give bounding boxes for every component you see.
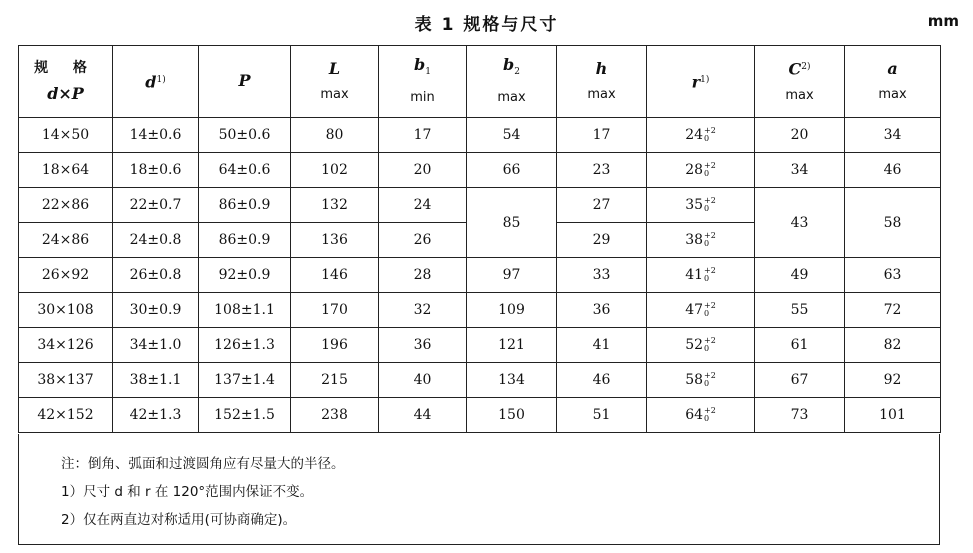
cell-spec: 22×86 xyxy=(19,188,113,223)
cell-b2: 54 xyxy=(467,118,557,153)
cell-b2: 121 xyxy=(467,328,557,363)
cell-C: 55 xyxy=(755,293,845,328)
cell-L: 80 xyxy=(291,118,379,153)
cell-spec: 14×50 xyxy=(19,118,113,153)
cell-b1: 44 xyxy=(379,398,467,433)
cell-d: 14±0.6 xyxy=(113,118,199,153)
tolerance-stack: +2 0 xyxy=(704,231,716,248)
cell-b1: 40 xyxy=(379,363,467,398)
table-row xyxy=(19,153,941,188)
cell-r: 47 +2 0 xyxy=(647,293,755,328)
cell-b2: 134 xyxy=(467,363,557,398)
cell-b2: 97 xyxy=(467,258,557,293)
header-r: $r^{1)}$ xyxy=(647,46,755,118)
table-row xyxy=(19,398,941,433)
table-title: 表 1 规格与尺寸 xyxy=(414,15,559,35)
cell-d: 22±0.7 xyxy=(113,188,199,223)
cell-a: 58 xyxy=(845,188,941,258)
cell-L: 136 xyxy=(291,223,379,258)
tolerance-stack: +2 0 xyxy=(704,336,716,353)
cell-h: 46 xyxy=(557,363,647,398)
notes-box xyxy=(18,434,940,545)
cell-P: 137±1.4 xyxy=(199,363,291,398)
table-row xyxy=(19,293,941,328)
cell-r: 58 +2 0 xyxy=(647,363,755,398)
cell-a: 72 xyxy=(845,293,941,328)
header-b2: $b_2$ max xyxy=(467,46,557,118)
cell-d: 42±1.3 xyxy=(113,398,199,433)
cell-a: 82 xyxy=(845,328,941,363)
cell-d: 24±0.8 xyxy=(113,223,199,258)
cell-d: 18±0.6 xyxy=(113,153,199,188)
cell-C: 43 xyxy=(755,188,845,258)
cell-h: 51 xyxy=(557,398,647,433)
header-P: P xyxy=(199,46,291,118)
cell-P: 50±0.6 xyxy=(199,118,291,153)
cell-b1: 17 xyxy=(379,118,467,153)
cell-C: 20 xyxy=(755,118,845,153)
cell-a: 34 xyxy=(845,118,941,153)
cell-b1: 28 xyxy=(379,258,467,293)
cell-h: 23 xyxy=(557,153,647,188)
header-a: a max xyxy=(845,46,941,118)
cell-P: 86±0.9 xyxy=(199,188,291,223)
cell-L: 196 xyxy=(291,328,379,363)
cell-r: 52 +2 0 xyxy=(647,328,755,363)
cell-L: 102 xyxy=(291,153,379,188)
cell-L: 132 xyxy=(291,188,379,223)
cell-P: 64±0.6 xyxy=(199,153,291,188)
cell-P: 152±1.5 xyxy=(199,398,291,433)
note-1: 1）尺寸 d 和 r 在 120°范围内保证不变。 xyxy=(61,484,314,500)
note-general: 注：倒角、弧面和过渡圆角应有尽量大的半径。 xyxy=(61,456,345,472)
cell-a: 63 xyxy=(845,258,941,293)
table-row xyxy=(19,118,941,153)
cell-d: 38±1.1 xyxy=(113,363,199,398)
header-L: L max xyxy=(291,46,379,118)
cell-r: 38 +2 0 xyxy=(647,223,755,258)
cell-P: 108±1.1 xyxy=(199,293,291,328)
cell-spec: 26×92 xyxy=(19,258,113,293)
unit-label: mm xyxy=(927,12,959,30)
cell-r: 35 +2 0 xyxy=(647,188,755,223)
cell-L: 146 xyxy=(291,258,379,293)
cell-h: 17 xyxy=(557,118,647,153)
cell-r: 41 +2 0 xyxy=(647,258,755,293)
cell-r: 24 +2 0 xyxy=(647,118,755,153)
table-body xyxy=(19,118,941,433)
cell-h: 41 xyxy=(557,328,647,363)
tolerance-stack: +2 0 xyxy=(704,301,716,318)
cell-spec: 42×152 xyxy=(19,398,113,433)
header-C: $C^{2)}$ max xyxy=(755,46,845,118)
cell-h: 33 xyxy=(557,258,647,293)
cell-a: 46 xyxy=(845,153,941,188)
header-d: $d^{1)}$ xyxy=(113,46,199,118)
cell-spec: 34×126 xyxy=(19,328,113,363)
cell-P: 92±0.9 xyxy=(199,258,291,293)
cell-d: 34±1.0 xyxy=(113,328,199,363)
table-row xyxy=(19,258,941,293)
cell-L: 238 xyxy=(291,398,379,433)
cell-b2: 85 xyxy=(467,188,557,258)
cell-b1: 20 xyxy=(379,153,467,188)
cell-h: 36 xyxy=(557,293,647,328)
cell-C: 73 xyxy=(755,398,845,433)
tolerance-stack: +2 0 xyxy=(704,126,716,143)
cell-C: 61 xyxy=(755,328,845,363)
cell-C: 34 xyxy=(755,153,845,188)
cell-L: 215 xyxy=(291,363,379,398)
cell-spec: 18×64 xyxy=(19,153,113,188)
cell-spec: 30×108 xyxy=(19,293,113,328)
cell-b1: 24 xyxy=(379,188,467,223)
spec-table xyxy=(18,45,941,433)
cell-h: 29 xyxy=(557,223,647,258)
cell-P: 86±0.9 xyxy=(199,223,291,258)
note-2: 2）仅在两直边对称适用(可协商确定)。 xyxy=(61,512,297,528)
cell-b2: 150 xyxy=(467,398,557,433)
cell-b2: 109 xyxy=(467,293,557,328)
tolerance-stack: +2 0 xyxy=(704,196,716,213)
cell-a: 101 xyxy=(845,398,941,433)
tolerance-stack: +2 0 xyxy=(704,371,716,388)
tolerance-stack: +2 0 xyxy=(704,161,716,178)
cell-P: 126±1.3 xyxy=(199,328,291,363)
header-b1: $b_1$ min xyxy=(379,46,467,118)
header-spec: 规 格 d×P xyxy=(19,46,113,118)
header-h: h max xyxy=(557,46,647,118)
cell-r: 64 +2 0 xyxy=(647,398,755,433)
title-row xyxy=(0,0,973,44)
tolerance-stack: +2 0 xyxy=(704,406,716,423)
cell-h: 27 xyxy=(557,188,647,223)
cell-spec: 38×137 xyxy=(19,363,113,398)
cell-b2: 66 xyxy=(467,153,557,188)
cell-b1: 32 xyxy=(379,293,467,328)
cell-a: 92 xyxy=(845,363,941,398)
table-header xyxy=(19,46,941,118)
cell-d: 26±0.8 xyxy=(113,258,199,293)
cell-d: 30±0.9 xyxy=(113,293,199,328)
tolerance-stack: +2 0 xyxy=(704,266,716,283)
cell-spec: 24×86 xyxy=(19,223,113,258)
table-row xyxy=(19,363,941,398)
table-row xyxy=(19,188,941,223)
cell-b1: 26 xyxy=(379,223,467,258)
cell-C: 49 xyxy=(755,258,845,293)
cell-L: 170 xyxy=(291,293,379,328)
cell-r: 28 +2 0 xyxy=(647,153,755,188)
cell-C: 67 xyxy=(755,363,845,398)
cell-b1: 36 xyxy=(379,328,467,363)
table-row xyxy=(19,328,941,363)
